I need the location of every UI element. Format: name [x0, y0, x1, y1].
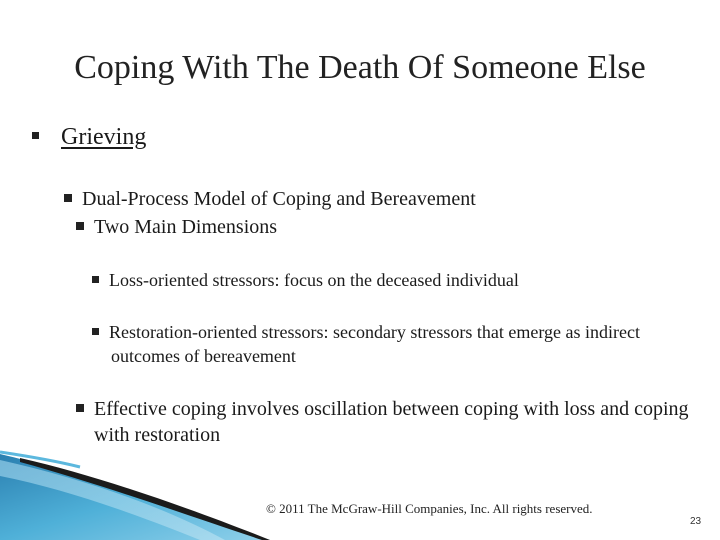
bullet-dual-process [64, 186, 476, 212]
square-bullet-icon [92, 328, 99, 335]
bullet-text: Restoration-oriented stressors: secondary stressors that emerge as indirect outcomes of bereavement [109, 322, 641, 366]
square-bullet-icon [64, 194, 72, 202]
slide-title: Coping With The Death Of Someone Else [74, 49, 646, 86]
copyright-footer: © 2011 The McGraw-Hill Companies, Inc. All rights reserved. [266, 501, 593, 516]
bullet-loss-oriented [92, 268, 519, 292]
decorative-swoosh [0, 440, 720, 540]
square-bullet-icon [92, 276, 99, 283]
page-number: 23 [690, 516, 702, 527]
square-bullet-icon [76, 222, 84, 230]
square-bullet-icon [32, 132, 39, 139]
bullet-two-dimensions [76, 214, 277, 240]
bullet-restoration-oriented [92, 320, 701, 368]
bullet-effective-coping [76, 396, 714, 448]
bullet-text: Two Main Dimensions [94, 216, 278, 238]
bullet-text: Loss-oriented stressors: focus on the deceased individual [109, 270, 519, 290]
bullet-text: Grieving [61, 124, 147, 150]
bullet-text: Dual-Process Model of Coping and Bereavement [82, 188, 476, 210]
square-bullet-icon [76, 404, 84, 412]
bullet-grieving [32, 122, 146, 152]
bullet-text: Effective coping involves oscillation between coping with loss and coping with restoration [94, 398, 689, 446]
